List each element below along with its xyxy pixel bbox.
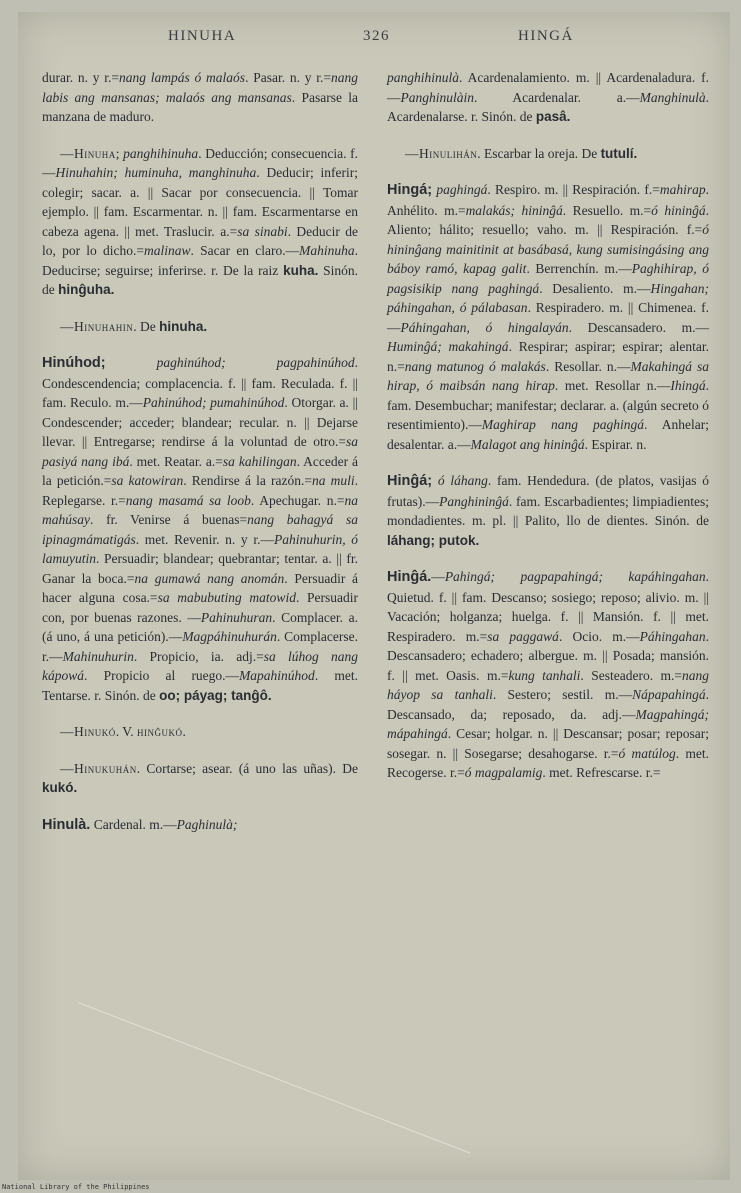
definition-text: . De [133, 318, 160, 334]
synonym-root: tutulí. [600, 145, 638, 161]
definition-text: . Pasarse la manzana de maduro. [42, 89, 358, 124]
definition-text: . Acardenalar. a.— [474, 89, 640, 105]
tagalog-phrase: Nápapahingá [632, 687, 706, 702]
definition-text: . Complacer. a. (á uno, á una petición).— [42, 609, 358, 644]
sub-entry-term: —Hinukó [60, 724, 116, 739]
tagalog-phrase: Paghihirap, ó pagsisikip nang paghingá [387, 261, 709, 296]
header-left-guideword: HINUHA [168, 28, 237, 44]
definition-text: . Acardenalamiento. m. || Acardenaladura. f.— [387, 70, 709, 105]
definition-text: . Rendirse á la razón.= [183, 473, 312, 488]
entry-headword: Hinĝá. [387, 569, 432, 585]
definition-text: . [182, 724, 186, 739]
sub-entry-term: —Hinulihán [405, 145, 478, 161]
synonym-root: kuha. [283, 262, 319, 278]
right-column [387, 68, 709, 800]
definition-text: . Propicio, ia. adj.= [133, 648, 264, 664]
tagalog-phrase: nang matunog ó malakás [404, 358, 546, 374]
definition-text: . Espirar. n. [584, 436, 647, 452]
tagalog-phrase: Makahingá sa hirap, ó maibsán nang hirap [387, 358, 709, 393]
tagalog-phrase: Hinuhahin; huminuha, manghinuha [55, 165, 257, 180]
tagalog-phrase: na muli [311, 473, 355, 488]
tagalog-phrase: malakás; hininĝá [465, 202, 563, 218]
definition-text: durar. n. y r.= [42, 70, 120, 85]
tagalog-phrase: Pahingá; pagpapahingá; kapáhingahan [444, 569, 706, 584]
tagalog-phrase: Páhingahan [639, 628, 706, 644]
definition-text: . Descansado, da; reposado, da. adj.— [387, 687, 709, 722]
dictionary-entry [42, 353, 358, 705]
entry-headword: Hinúhod; [42, 355, 106, 371]
definition-text: . Descansadero. m.— [568, 319, 709, 335]
tagalog-phrase: sa kahilingan [222, 453, 297, 469]
definition-text: Sinón. de [42, 262, 359, 297]
definition-text [106, 355, 157, 370]
definition-text: . V. [115, 724, 138, 739]
tagalog-phrase: Pahinuhurin, ó lamuyutin [42, 531, 358, 566]
left-column [42, 68, 358, 852]
synonym-root: láhang; putok. [387, 532, 480, 548]
dictionary-entry [387, 567, 709, 783]
entry-headword: Hingá; [387, 182, 433, 198]
definition-text: . fam. Escarbadientes; limpiadientes; mondadientes. m. pl. || Palito, llo de dientes. Sinón. de [387, 493, 709, 528]
definition-text: . Acceder á la petición.= [42, 453, 358, 488]
tagalog-phrase: nang masamá sa loob [125, 492, 251, 508]
dictionary-entry [387, 144, 709, 164]
definition-text: — [431, 569, 445, 584]
synonym-root: oo; páyag; tanĝô. [159, 687, 272, 703]
definition-text: . met. Revenir. n. y r.— [135, 531, 274, 547]
definition-text: . Sestero; sestil. m.— [492, 687, 633, 702]
tagalog-phrase: panghihinulà [387, 70, 460, 85]
sub-entry-term: hinĝukó [137, 724, 183, 739]
definition-text: . Respiro. m. || Respiración. f.= [487, 182, 660, 197]
dictionary-entry [42, 144, 358, 300]
definition-text: . Persuadir con, por buenas razones. — [42, 590, 359, 625]
synonym-root: hinuha. [159, 318, 208, 334]
definition-text: . Sesteadero. m.= [580, 667, 682, 683]
definition-text: . Desaliento. m.— [539, 280, 651, 296]
tagalog-phrase: Ihingá [670, 378, 706, 393]
tagalog-phrase: Pahinúhod; pumahinúhod [142, 395, 285, 410]
definition-text: . Quietud. f. || fam. Descanso; sosiego; reposo; alivio. m. || Vacación; holganza; huelga. f. || Mansión. f. || met. Respiradero. m.= [387, 569, 709, 644]
sub-entry-term: —Hinuhahin [60, 318, 134, 334]
definition-text: . Cesar; holgar. n. || Descansar; posar; reposar; sosegar. n. || Sosegarse; desahogarse. r.= [387, 726, 709, 761]
tagalog-phrase: Huminĝá; makahingá [387, 339, 509, 354]
definition-text: . Sacar en claro.— [190, 243, 300, 258]
tagalog-phrase: ó magpalamig [464, 765, 543, 780]
tagalog-phrase: Paghinulà; [176, 816, 238, 832]
definition-text: . Respiradero. m. || Chimenea. f.— [387, 300, 709, 335]
definition-text: . Aliento; hálito; resuello; vaho. m. || Respiración. f.= [387, 202, 709, 237]
dictionary-entry [387, 471, 709, 550]
tagalog-phrase: na gumawá nang anomán [134, 570, 285, 586]
tagalog-phrase: Panghininĝá [439, 493, 509, 509]
definition-text: . met. Recogerse. r.= [387, 745, 709, 780]
definition-text: . Deducir; inferir; colegir; sacar. a. || Sacar por consecuencia. || Tomar ejemplo. || fam. Escarmentar. n. || fam. Escarmentarse en cabeza agena. || met. Traslucir. a.= [42, 165, 358, 239]
definition-text: . Escarbar la oreja. De [477, 145, 601, 161]
tagalog-phrase: panghihinuha [123, 145, 199, 161]
definition-text: . Deducir de lo, por lo dicho.= [42, 223, 358, 258]
dictionary-entry [42, 722, 358, 742]
tagalog-phrase: Mahinuhurin [62, 648, 134, 664]
sub-entry-term: —Hinukuhán [60, 760, 137, 776]
dictionary-entry [42, 317, 358, 337]
definition-text: . Ocio. m.— [558, 628, 640, 644]
tagalog-phrase: sa lúhog nang kápowá [42, 648, 358, 683]
definition-text: . Pasar. n. y r.= [245, 70, 331, 85]
page-fold-crease [78, 1002, 470, 1153]
tagalog-phrase: ó matúlog [618, 745, 676, 761]
tagalog-phrase: sa paggawá [487, 628, 559, 644]
definition-text: . Apechugar. n.= [250, 492, 345, 508]
tagalog-phrase: Malagot ang hininĝá [470, 436, 585, 452]
definition-text: . Complacerse. r.— [42, 629, 358, 664]
definition-text: . fr. Venirse á buenas= [90, 512, 248, 527]
tagalog-phrase: Hingahan; páhingahan, ó pálabasan [387, 280, 709, 315]
tagalog-phrase: sa mabubuting matowid [157, 590, 296, 605]
definition-text: . Resuello. m.= [562, 202, 652, 218]
tagalog-phrase: Magpáhinuhurán [182, 629, 277, 644]
tagalog-phrase: nang lampás ó malaós [119, 70, 246, 85]
synonym-root: hinĝuha. [58, 282, 115, 297]
sub-entry-term: —Hinuha [60, 145, 116, 161]
tagalog-phrase: Pahinuhuran [200, 609, 273, 625]
definition-text: . met. Tentarse. r. Sinón. de [42, 668, 358, 703]
tagalog-phrase: Magpahingá; mápahingá [387, 706, 709, 741]
definition-text: . Propicio al ruego.— [84, 668, 240, 683]
tagalog-phrase: ó láhang [437, 473, 488, 488]
definition-text: . Persuadir á hacer alguna cosa.= [42, 570, 358, 605]
definition-text: . met. Resollar n.— [554, 378, 671, 393]
definition-text: . Cortarse; asear. (á uno las uñas). De [136, 760, 358, 776]
definition-text: Cardenal. m.— [90, 816, 177, 832]
dictionary-page [18, 12, 730, 1180]
definition-text: . Otorgar. a. || Condescender; acceder; blandear; recular. n. || Dejarse llevar. || Entregarse; rendirse á la voluntad de otro.= [42, 395, 358, 449]
definition-text: . Respirar; aspirar; espirar; alentar. n.= [387, 339, 709, 374]
definition-text: . met. Reatar. a.= [129, 453, 223, 469]
dictionary-entry [387, 68, 709, 127]
definition-text: . Anhelar; desalentar. a.— [387, 417, 709, 452]
dictionary-entry [387, 180, 709, 454]
dictionary-entry [42, 759, 358, 798]
tagalog-phrase: ó hininĝang mainitinit at basábasá, kung sumisingásing ang báboy ramó, kapag galit [387, 222, 709, 276]
tagalog-phrase: Páhingahan, ó hingalayán [400, 319, 569, 335]
dictionary-entry [42, 815, 358, 836]
definition-text: . met. Refrescarse. r.= [542, 765, 661, 780]
tagalog-phrase: kung tanhali [508, 667, 581, 683]
tagalog-phrase: Mahinuha [299, 243, 355, 258]
tagalog-phrase: Manghinulà [639, 89, 706, 105]
entry-headword: Hinulà. [42, 816, 91, 833]
tagalog-phrase: na mahúsay [42, 492, 358, 527]
header-right-guideword: HINGÁ [518, 28, 574, 44]
tagalog-phrase: malinaw [144, 243, 191, 258]
definition-text: . Persuadir; blandear; quebrantar; tentar. a. || fr. Ganar la boca.= [42, 551, 358, 586]
tagalog-phrase: sa pasiyá nang ibá [42, 434, 358, 469]
tagalog-phrase: mahirap [659, 182, 706, 197]
tagalog-phrase: sa katowiran [111, 473, 184, 488]
library-credit: National Library of the Philippines [2, 1183, 150, 1191]
definition-text: . Acardenalarse. r. Sinón. de [387, 89, 709, 124]
tagalog-phrase: nang bahagyá sa ipinagmámatigás [42, 512, 358, 547]
definition-text: . Anhélito. m.= [387, 182, 710, 218]
synonym-root: pasâ. [535, 109, 571, 124]
tagalog-phrase: nang háyop sa tanhali [387, 667, 709, 702]
definition-text: . fam. Desembuchar; manifestar; declarar. a. (algún secreto ó resentimiento).— [387, 378, 709, 432]
tagalog-phrase: Panghinulàin [400, 89, 474, 105]
synonym-root: kukó. [42, 780, 78, 795]
definition-text: . Berrenchín. m.— [526, 261, 632, 276]
tagalog-phrase: ó hininĝá [651, 202, 706, 218]
tagalog-phrase: Mapahinúhod [239, 668, 315, 683]
tagalog-phrase: nang labis ang mansanas; malaós ang mansanas [42, 70, 358, 105]
tagalog-phrase: paghinúhod; pagpahinúhod [156, 355, 355, 370]
page-number: 326 [363, 28, 390, 44]
definition-text: . Deducción; consecuencia. f.— [42, 145, 358, 180]
definition-text: . fam. Hendedura. (de platos, vasijas ó frutas).— [387, 473, 709, 509]
tagalog-phrase: paghingá [436, 182, 488, 197]
tagalog-phrase: Maghirap nang paghingá [481, 417, 645, 432]
definition-text: . Replegarse. r.= [42, 473, 358, 508]
definition-text: . Condescendencia; complacencia. f. || fam. Reculada. f. || fam. Reculo. m.— [42, 355, 358, 410]
definition-text: . Resollar. n.— [545, 358, 631, 374]
tagalog-phrase: sa sinabi [237, 223, 288, 239]
entry-headword: Hinĝá; [387, 473, 433, 489]
definition-text: . Descansadero; echadero; albergue. m. || Posada; mansión. f. || met. Oasis. m.= [387, 628, 710, 683]
dictionary-entry [42, 68, 358, 127]
definition-text: . Deducirse; seguirse; inferirse. r. De la raiz [42, 243, 359, 278]
definition-text: ; [115, 145, 124, 161]
